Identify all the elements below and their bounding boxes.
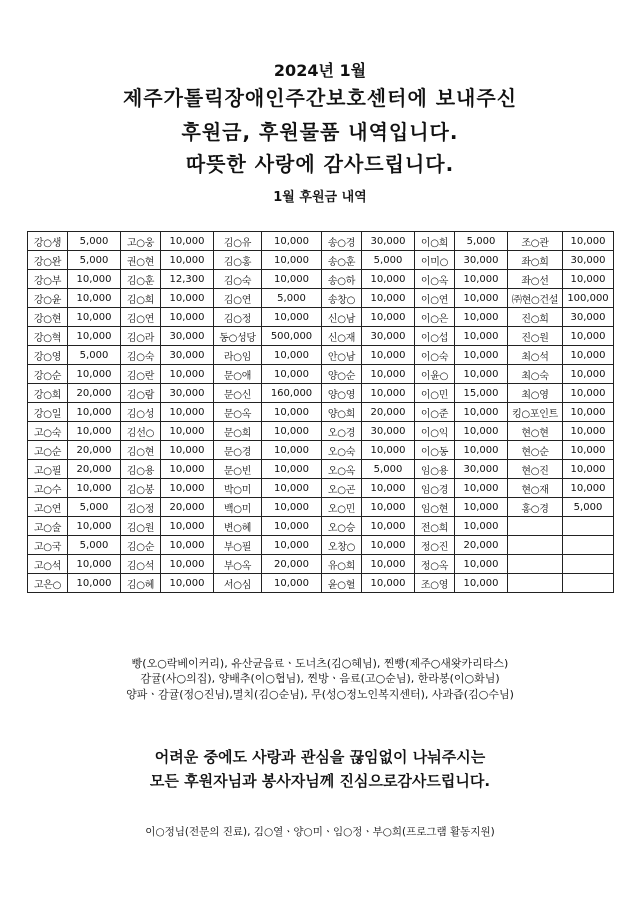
donation-amount-cell: 10,000 — [563, 479, 614, 498]
donation-amount-cell: 10,000 — [455, 403, 508, 422]
donation-amount-cell: 10,000 — [362, 441, 415, 460]
donation-amount-cell: 20,000 — [68, 460, 121, 479]
donor-name-cell: 이○동 — [415, 441, 455, 460]
donation-amount-cell: 10,000 — [262, 403, 322, 422]
donor-name-cell: 문○신 — [214, 384, 262, 403]
donor-name-cell: 문○경 — [214, 441, 262, 460]
donation-amount-cell: 12,300 — [161, 270, 214, 289]
donation-amount-cell: 10,000 — [455, 289, 508, 308]
donor-name-cell: 고○숙 — [28, 422, 68, 441]
table-row — [28, 270, 614, 289]
donor-name-cell: 고○석 — [28, 555, 68, 574]
donor-name-cell: 김선○ — [121, 422, 161, 441]
donation-amount-cell: 10,000 — [68, 574, 121, 593]
donation-amount-cell: 10,000 — [262, 270, 322, 289]
donor-name-cell: 김○현 — [121, 441, 161, 460]
donor-name-cell: 김○용 — [121, 460, 161, 479]
donor-name-cell: 김○유 — [214, 232, 262, 251]
donor-name-cell: 김○석 — [121, 555, 161, 574]
in-kind-donations-line-3: 양파ㆍ감귤(정○진님),멸치(김○순님), 무(성○정노인복지센터), 사과즙(김○수님) — [126, 688, 514, 701]
donor-name-cell: 최○영 — [508, 384, 563, 403]
donation-amount-cell: 10,000 — [161, 232, 214, 251]
table-row — [28, 251, 614, 270]
table-row — [28, 460, 614, 479]
donor-name-cell: 강○현 — [28, 308, 68, 327]
donation-amount-cell: 10,000 — [262, 251, 322, 270]
donation-amount-cell: 10,000 — [161, 403, 214, 422]
donor-name-cell: 홍○경 — [508, 498, 563, 517]
donation-amount-cell: 10,000 — [455, 270, 508, 289]
in-kind-donations-line-1: 빵(오○락베이커리), 유산균음료ㆍ도너츠(김○혜님), 찐빵(제주○새왓카리타스) — [131, 657, 509, 670]
donation-amount-cell: 10,000 — [563, 422, 614, 441]
donor-name-cell: ㈜현○건설 — [508, 289, 563, 308]
donor-name-cell: 부○옥 — [214, 555, 262, 574]
donor-name-cell: 동○성당 — [214, 327, 262, 346]
donation-amount-cell: 10,000 — [68, 308, 121, 327]
donor-name-cell: 변○혜 — [214, 517, 262, 536]
donation-amount-cell: 10,000 — [362, 270, 415, 289]
donor-name-cell: 유○희 — [322, 555, 362, 574]
donor-name-cell: 오창○ — [322, 536, 362, 555]
title-line-3: 따뜻한 사랑에 감사드립니다. — [185, 152, 455, 176]
donor-name-cell: 문○희 — [214, 422, 262, 441]
table-row — [28, 498, 614, 517]
donation-amount-cell — [563, 574, 614, 593]
donor-name-cell: 윤○혈 — [322, 574, 362, 593]
donor-name-cell: 이○은 — [415, 308, 455, 327]
donor-name-cell: 현○진 — [508, 460, 563, 479]
donation-amount-cell: 10,000 — [68, 270, 121, 289]
donation-amount-cell: 10,000 — [262, 460, 322, 479]
donor-name-cell: 김○정 — [214, 308, 262, 327]
donor-name-cell: 오○곤 — [322, 479, 362, 498]
donor-name-cell: 강○부 — [28, 270, 68, 289]
donor-name-cell: 안○남 — [322, 346, 362, 365]
donation-amount-cell: 5,000 — [563, 498, 614, 517]
donor-name-cell: 최○석 — [508, 346, 563, 365]
table-row — [28, 308, 614, 327]
donor-name-cell: 강○희 — [28, 384, 68, 403]
donation-amount-cell: 10,000 — [362, 289, 415, 308]
donor-name-cell: 송○경 — [322, 232, 362, 251]
table-row — [28, 289, 614, 308]
donation-amount-cell: 10,000 — [362, 498, 415, 517]
donation-amount-cell: 10,000 — [455, 441, 508, 460]
donation-amount-cell: 15,000 — [455, 384, 508, 403]
donor-name-cell: 부○필 — [214, 536, 262, 555]
donation-amount-cell: 10,000 — [563, 460, 614, 479]
donor-name-cell: 김○원 — [121, 517, 161, 536]
donor-name-cell: 김○연 — [121, 308, 161, 327]
table-row — [28, 346, 614, 365]
donation-amount-cell: 10,000 — [455, 479, 508, 498]
donor-name-cell: 김○봉 — [121, 479, 161, 498]
donor-name-cell: 송창○ — [322, 289, 362, 308]
donation-amount-cell: 10,000 — [161, 574, 214, 593]
donor-name-cell — [508, 574, 563, 593]
report-period: 2024년 1월 — [273, 61, 367, 80]
donor-name-cell: 고은○ — [28, 574, 68, 593]
donation-amount-cell: 10,000 — [563, 384, 614, 403]
donation-amount-cell: 10,000 — [262, 517, 322, 536]
donation-amount-cell: 10,000 — [68, 422, 121, 441]
donor-name-cell: 백○미 — [214, 498, 262, 517]
donor-name-cell: 김○정 — [121, 498, 161, 517]
donation-amount-cell: 10,000 — [455, 574, 508, 593]
donation-amount-cell: 10,000 — [262, 536, 322, 555]
donor-name-cell: 고○필 — [28, 460, 68, 479]
donor-name-cell: 임○현 — [415, 498, 455, 517]
donation-amount-cell: 500,000 — [262, 327, 322, 346]
donation-amount-cell: 30,000 — [455, 251, 508, 270]
donation-amount-cell: 5,000 — [68, 498, 121, 517]
table-row — [28, 574, 614, 593]
donation-amount-cell: 10,000 — [362, 555, 415, 574]
donor-name-cell: 이윤○ — [415, 365, 455, 384]
donation-table-body — [28, 232, 614, 593]
donation-amount-cell: 30,000 — [455, 460, 508, 479]
donor-name-cell: 양○순 — [322, 365, 362, 384]
donation-amount-cell: 10,000 — [161, 536, 214, 555]
donation-amount-cell: 10,000 — [563, 346, 614, 365]
donation-amount-cell: 10,000 — [563, 365, 614, 384]
table-row — [28, 441, 614, 460]
donor-name-cell: 현○현 — [508, 422, 563, 441]
donor-name-cell: 이○숙 — [415, 346, 455, 365]
donation-list-subtitle: 1월 후원금 내역 — [273, 190, 367, 205]
donation-amount-cell: 5,000 — [68, 232, 121, 251]
donor-name-cell: 서○심 — [214, 574, 262, 593]
donation-amount-cell: 5,000 — [68, 251, 121, 270]
donor-name-cell: 진○희 — [508, 308, 563, 327]
donor-name-cell: 신○재 — [322, 327, 362, 346]
donation-amount-cell: 10,000 — [68, 479, 121, 498]
donor-name-cell: 현○재 — [508, 479, 563, 498]
donation-amount-cell: 10,000 — [362, 308, 415, 327]
donor-name-cell: 좌○희 — [508, 251, 563, 270]
donation-amount-cell: 10,000 — [455, 346, 508, 365]
table-row — [28, 327, 614, 346]
donation-amount-cell: 10,000 — [262, 365, 322, 384]
donation-amount-cell: 10,000 — [362, 517, 415, 536]
donation-amount-cell: 10,000 — [455, 365, 508, 384]
donation-amount-cell: 10,000 — [563, 441, 614, 460]
donor-name-cell: 이○희 — [415, 232, 455, 251]
donor-name-cell: 강○생 — [28, 232, 68, 251]
donor-name-cell: 김○성 — [121, 403, 161, 422]
donation-amount-cell: 10,000 — [161, 308, 214, 327]
donation-amount-cell: 30,000 — [362, 232, 415, 251]
donation-amount-cell: 10,000 — [68, 555, 121, 574]
donation-amount-cell: 10,000 — [362, 365, 415, 384]
donor-name-cell: 김○란 — [121, 365, 161, 384]
donation-amount-cell: 30,000 — [161, 327, 214, 346]
donor-name-cell — [508, 517, 563, 536]
table-row — [28, 555, 614, 574]
donor-name-cell: 강○혁 — [28, 327, 68, 346]
donation-amount-cell: 30,000 — [161, 346, 214, 365]
donation-amount-cell: 10,000 — [262, 308, 322, 327]
donation-amount-cell — [563, 555, 614, 574]
donation-amount-cell: 30,000 — [563, 308, 614, 327]
donor-name-cell: 오○숙 — [322, 441, 362, 460]
donation-amount-cell: 10,000 — [68, 327, 121, 346]
donor-name-cell: 김○혜 — [121, 574, 161, 593]
donor-name-cell: 조○관 — [508, 232, 563, 251]
donation-amount-cell: 30,000 — [362, 422, 415, 441]
donation-amount-cell: 5,000 — [362, 251, 415, 270]
donation-amount-cell: 10,000 — [563, 327, 614, 346]
donor-name-cell: 고○술 — [28, 517, 68, 536]
donation-amount-cell: 10,000 — [161, 289, 214, 308]
donation-amount-cell: 10,000 — [161, 422, 214, 441]
donor-name-cell: 김○홍 — [214, 251, 262, 270]
donation-amount-cell: 20,000 — [362, 403, 415, 422]
donation-amount-cell: 10,000 — [262, 498, 322, 517]
closing-message-line-2: 모든 후원자님과 봉사자님께 진심으로감사드립니다. — [149, 772, 491, 790]
donation-amount-cell: 10,000 — [362, 384, 415, 403]
donation-amount-cell: 10,000 — [563, 270, 614, 289]
donation-amount-cell: 5,000 — [68, 536, 121, 555]
donation-amount-cell: 10,000 — [68, 365, 121, 384]
donor-name-cell: 강○완 — [28, 251, 68, 270]
donor-name-cell: 임○용 — [415, 460, 455, 479]
donation-amount-cell: 10,000 — [455, 555, 508, 574]
donation-amount-cell: 10,000 — [362, 574, 415, 593]
donation-amount-cell: 5,000 — [362, 460, 415, 479]
donor-name-cell: 김○순 — [121, 536, 161, 555]
donation-amount-cell: 5,000 — [68, 346, 121, 365]
donor-name-cell: 정○옥 — [415, 555, 455, 574]
donor-name-cell: 김○훈 — [121, 270, 161, 289]
table-row — [28, 479, 614, 498]
donor-name-cell: 고○순 — [28, 441, 68, 460]
donor-name-cell: 이○연 — [415, 289, 455, 308]
donor-name-cell: 고○수 — [28, 479, 68, 498]
donor-name-cell: 고○국 — [28, 536, 68, 555]
donation-amount-cell: 20,000 — [68, 384, 121, 403]
donation-amount-cell: 10,000 — [68, 517, 121, 536]
donation-amount-cell: 10,000 — [362, 346, 415, 365]
donation-amount-cell: 20,000 — [455, 536, 508, 555]
donor-name-cell: 김○숙 — [121, 346, 161, 365]
donor-name-cell: 좌○선 — [508, 270, 563, 289]
donation-amount-cell: 5,000 — [262, 289, 322, 308]
donor-name-cell: 라○임 — [214, 346, 262, 365]
donation-amount-cell: 10,000 — [262, 574, 322, 593]
donor-name-cell: 문○애 — [214, 365, 262, 384]
donation-amount-cell: 10,000 — [262, 422, 322, 441]
donation-amount-cell: 10,000 — [455, 327, 508, 346]
donor-name-cell — [508, 536, 563, 555]
donor-name-cell: 진○원 — [508, 327, 563, 346]
donor-name-cell: 이미○ — [415, 251, 455, 270]
donor-name-cell: 강○순 — [28, 365, 68, 384]
title-line-2: 후원금, 후원물품 내역입니다. — [181, 120, 459, 144]
donor-name-cell: 이○민 — [415, 384, 455, 403]
donation-amount-cell: 10,000 — [262, 232, 322, 251]
donation-amount-cell: 30,000 — [563, 251, 614, 270]
donation-amount-cell: 10,000 — [362, 479, 415, 498]
donor-name-cell — [508, 555, 563, 574]
donor-name-cell: 이○옥 — [415, 270, 455, 289]
donation-table — [27, 231, 614, 593]
donor-name-cell: 이○준 — [415, 403, 455, 422]
donor-name-cell: 양○희 — [322, 403, 362, 422]
donor-name-cell: 오○승 — [322, 517, 362, 536]
donation-amount-cell: 10,000 — [161, 460, 214, 479]
donor-name-cell: 임○경 — [415, 479, 455, 498]
donor-name-cell: 문○옥 — [214, 403, 262, 422]
donation-amount-cell: 10,000 — [262, 479, 322, 498]
donor-name-cell: 킹○포인트 — [508, 403, 563, 422]
donor-name-cell: 전○희 — [415, 517, 455, 536]
table-row — [28, 384, 614, 403]
donation-amount-cell — [563, 536, 614, 555]
donation-amount-cell: 10,000 — [68, 289, 121, 308]
donation-amount-cell — [563, 517, 614, 536]
donation-amount-cell: 10,000 — [68, 403, 121, 422]
donation-amount-cell: 10,000 — [563, 403, 614, 422]
donor-name-cell: 이○섭 — [415, 327, 455, 346]
donor-name-cell: 강○윤 — [28, 289, 68, 308]
donor-name-cell: 송○하 — [322, 270, 362, 289]
donation-amount-cell: 100,000 — [563, 289, 614, 308]
donor-name-cell: 오○경 — [322, 422, 362, 441]
donation-amount-cell: 10,000 — [262, 441, 322, 460]
donor-name-cell: 오○옥 — [322, 460, 362, 479]
donation-amount-cell: 160,000 — [262, 384, 322, 403]
donor-name-cell: 양○영 — [322, 384, 362, 403]
donor-name-cell: 강○일 — [28, 403, 68, 422]
donor-name-cell: 김○연 — [214, 289, 262, 308]
donation-amount-cell: 10,000 — [455, 498, 508, 517]
donor-name-cell: 김○람 — [121, 384, 161, 403]
donor-name-cell: 김○희 — [121, 289, 161, 308]
donation-amount-cell: 10,000 — [262, 346, 322, 365]
donor-name-cell: 고○연 — [28, 498, 68, 517]
donor-name-cell: 이○익 — [415, 422, 455, 441]
donation-amount-cell: 10,000 — [161, 365, 214, 384]
donor-name-cell: 문○빈 — [214, 460, 262, 479]
donation-amount-cell: 10,000 — [455, 517, 508, 536]
donor-name-cell: 신○남 — [322, 308, 362, 327]
title-line-1: 제주가톨릭장애인주간보호센터에 보내주신 — [122, 86, 518, 110]
donor-name-cell: 현○순 — [508, 441, 563, 460]
donor-name-cell: 정○진 — [415, 536, 455, 555]
donation-amount-cell: 5,000 — [455, 232, 508, 251]
donation-amount-cell: 20,000 — [262, 555, 322, 574]
donor-name-cell: 강○영 — [28, 346, 68, 365]
table-row — [28, 365, 614, 384]
table-row — [28, 422, 614, 441]
donation-amount-cell: 10,000 — [161, 555, 214, 574]
donation-amount-cell: 10,000 — [362, 536, 415, 555]
donor-name-cell: 오○민 — [322, 498, 362, 517]
donation-amount-cell: 20,000 — [68, 441, 121, 460]
donor-name-cell: 고○웅 — [121, 232, 161, 251]
donation-amount-cell: 10,000 — [455, 422, 508, 441]
donation-amount-cell: 10,000 — [563, 232, 614, 251]
in-kind-donations-line-2: 감귤(사○의집), 양배추(이○협님), 찐방ㆍ음료(고○순님), 한라봉(이○화님) — [140, 672, 500, 685]
table-row — [28, 403, 614, 422]
donation-amount-cell: 20,000 — [161, 498, 214, 517]
donation-amount-cell: 10,000 — [161, 441, 214, 460]
donor-name-cell: 박○미 — [214, 479, 262, 498]
donation-amount-cell: 10,000 — [161, 479, 214, 498]
donation-amount-cell: 30,000 — [161, 384, 214, 403]
donor-name-cell: 권○현 — [121, 251, 161, 270]
table-row — [28, 232, 614, 251]
donor-name-cell: 송○훈 — [322, 251, 362, 270]
donor-name-cell: 최○숙 — [508, 365, 563, 384]
donation-amount-cell: 10,000 — [161, 517, 214, 536]
donation-amount-cell: 10,000 — [455, 308, 508, 327]
donor-name-cell: 조○영 — [415, 574, 455, 593]
volunteer-credits: 이○정님(전문의 진료), 김○열ㆍ양○미ㆍ임○정ㆍ부○희(프로그램 활동지원) — [145, 826, 495, 838]
table-row — [28, 517, 614, 536]
donation-amount-cell: 30,000 — [362, 327, 415, 346]
closing-message-line-1: 어려운 중에도 사랑과 관심을 끊임없이 나눠주시는 — [154, 748, 486, 766]
table-row — [28, 536, 614, 555]
donor-name-cell: 김○숙 — [214, 270, 262, 289]
donation-amount-cell: 10,000 — [161, 251, 214, 270]
donor-name-cell: 김○라 — [121, 327, 161, 346]
